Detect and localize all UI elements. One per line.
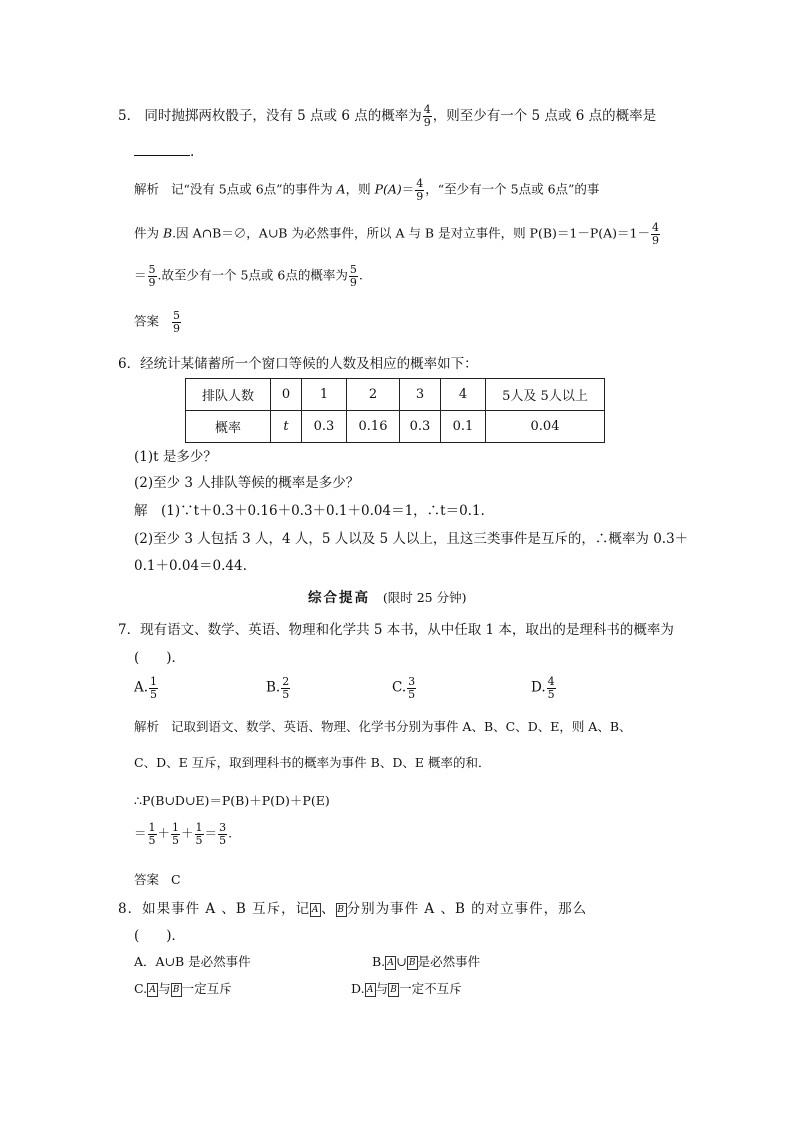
q5-analysis-line1: 解析 记“没有 5点或 6点”的事件为 A，则 P(A)＝ $\frac{4}{9}$ ，“至少有一个 5点或 6点”的事 xyxy=(134,177,600,203)
q6-solution2b: 0.1＋0.04＝0.44. xyxy=(134,558,247,574)
q8-stem: 8．如果事件 A 、B 互斥，记 A 、 B 分别为事件 A 、B 的对立事件，那么 xyxy=(118,901,588,917)
q8-option-c: C. A 与 B 一定互斥 xyxy=(134,981,232,996)
q7-option-d: D. $\frac{4}{5}$ xyxy=(531,675,555,701)
table-row: 概率 t 0.3 0.16 0.3 0.1 0.04 xyxy=(186,411,605,443)
q7-answer: 答案 C xyxy=(134,872,181,887)
q6-table xyxy=(185,378,605,443)
q8-option-a: A．A∪B 是必然事件 xyxy=(134,954,251,969)
q5-fraction: $\frac{4}{9}$ xyxy=(423,103,431,129)
table-row: 排队人数 0 1 2 3 4 5人及 5人以上 xyxy=(186,379,605,411)
q7-formula: ∴P(B∪D∪E)＝P(B)＋P(D)＋P(E) xyxy=(134,793,330,808)
q5-analysis-line3: ＝ $\frac{5}{9}$ .故至少有一个 5点或 6点的概率为 $\frac{5}{9}$ . xyxy=(134,263,363,289)
q7-analysis-line1: 解析 记取到语文、数学、英语、物理、化学书分别为事件 A、B、C、D、E，则 A、B、 xyxy=(134,719,632,734)
q5-analysis-line2: 件为 B.因 A∩B＝∅，A∪B 为必然事件，所以 A 与 B 是对立事件，则 P(B)＝1－P(A)＝1－ $\frac{4}{9}$ xyxy=(134,221,659,247)
q7-stem: 7．现有语文、数学、英语、物理和化学共 5 本书，从中任取 1 本，取出的是理科书的概率为 xyxy=(118,622,674,638)
q5-stem: 5． 同时抛掷两枚骰子，没有 5 点或 6 点的概率为 $\frac{4}{9}$ ，则至少有一个 5 点或 6 点的概率是 xyxy=(118,103,657,129)
q5-answer: 答案 $\frac{5}{9}$ xyxy=(134,309,180,335)
q7-option-a: A. $\frac{1}{5}$ xyxy=(134,675,158,701)
q7-sum: ＝ $\frac{1}{5}$ ＋ $\frac{1}{5}$ ＋ $\frac{1}{5}$ ＝ $\frac{3}{5}$ . xyxy=(134,821,233,847)
q7-option-b: B. $\frac{2}{5}$ xyxy=(266,675,290,701)
q8-option-d: D. A 与 B 一定不互斥 xyxy=(351,981,462,996)
q6-sub2: (2)至少 3 人排队等候的概率是多少？ xyxy=(134,475,360,491)
q7-analysis-line2: C、D、E 互斥，取到理科书的概率为事件 B、D、E 概率的和． xyxy=(134,755,491,770)
q6-solution1: 解 (1)∵t＋0.3＋0.16＋0.3＋0.1＋0.04＝1，∴t＝0.1. xyxy=(134,503,485,519)
q7-option-c: C. $\frac{3}{5}$ xyxy=(392,675,416,701)
q7-paren: ( )． xyxy=(134,650,186,666)
q8-paren: ( )． xyxy=(134,928,186,944)
q8-option-b: B. A ∪ B 是必然事件 xyxy=(372,954,481,969)
q6-sub1: (1)t 是多少？ xyxy=(134,449,217,465)
q6-solution2a: (2)至少 3 人包括 3 人，4 人，5 人以及 5 人以上，且这三类事件是互斥的，∴概率为 0.3＋ xyxy=(134,531,689,547)
q6-stem: 6．经统计某储蓄所一个窗口等候的人数及相应的概率如下： xyxy=(118,356,478,372)
section-heading: 综合提高 (限时 25 分钟) xyxy=(308,590,467,606)
q5-blank: . xyxy=(134,143,194,160)
